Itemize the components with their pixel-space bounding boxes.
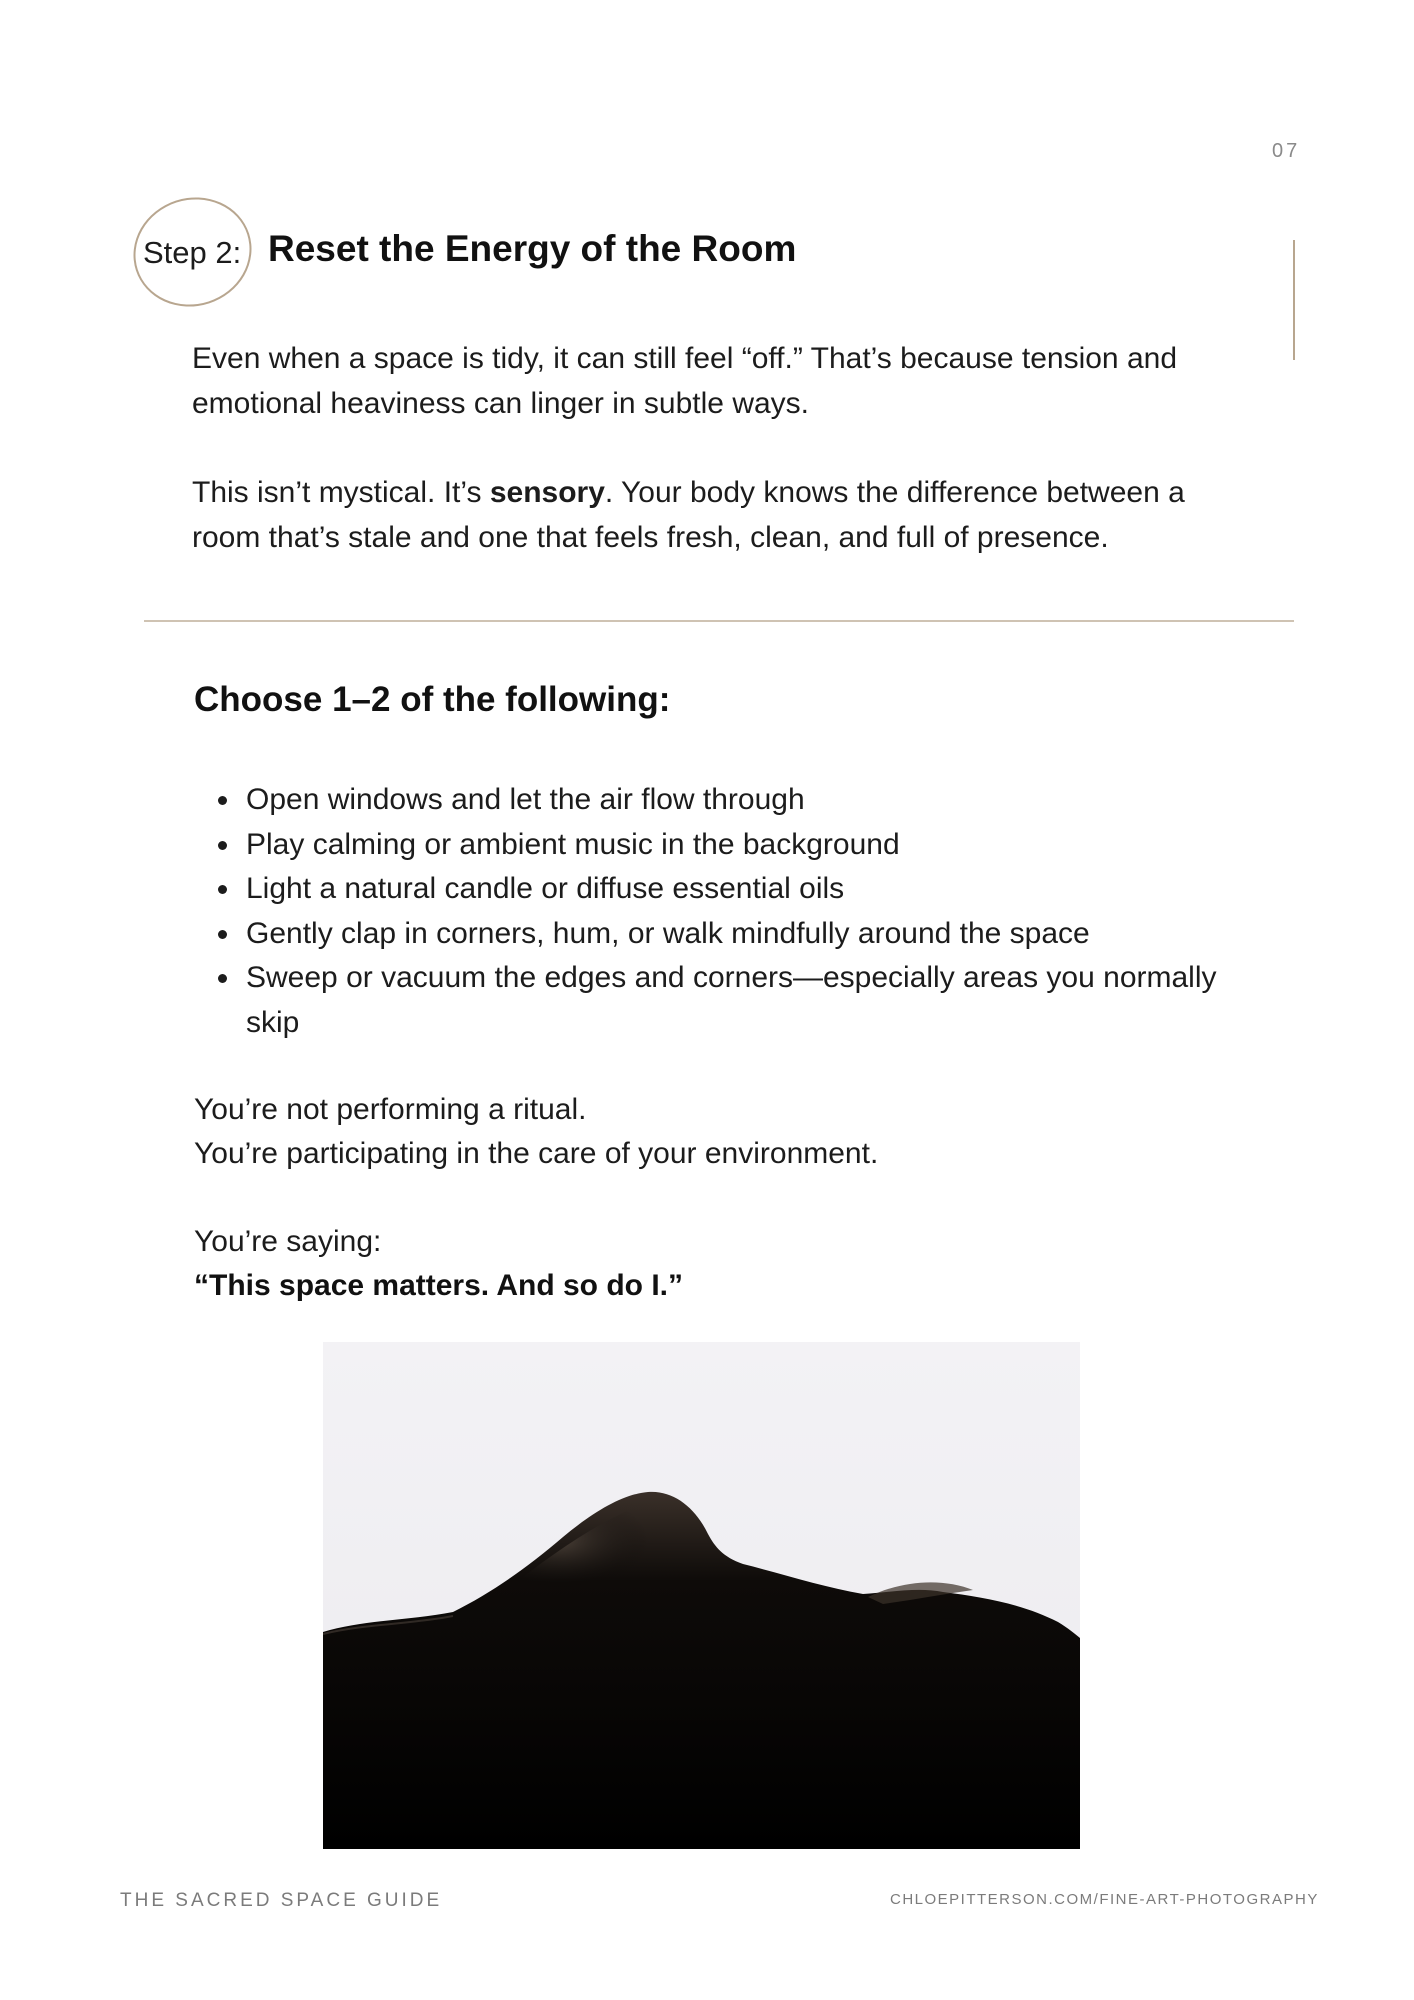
list-item: • Sweep or vacuum the edges and corners—especially areas you normally skip [242, 956, 1242, 1045]
silhouette-photo [323, 1342, 1080, 1849]
step-label: Step 2: [143, 235, 242, 270]
list-item: • Light a natural candle or diffuse essential oils [242, 867, 1242, 912]
section-divider [144, 620, 1294, 622]
footer-guide-title: THE SACRED SPACE GUIDE [120, 1890, 443, 1911]
intro-paragraph-2-start: This isn’t mystical. It’s [192, 476, 490, 509]
step-title: Reset the Energy of the Room [268, 228, 797, 269]
intro-paragraph-2 [192, 470, 1252, 560]
options-list [194, 778, 1242, 1045]
list-item: • Open windows and let the air flow through [242, 778, 1242, 823]
sensory-emphasis: sensory [489, 476, 605, 509]
list-item: • Gently clap in corners, hum, or walk mindfully around the space [242, 912, 1242, 957]
choose-heading: Choose 1–2 of the following: [194, 680, 671, 719]
closing-line-1: You’re not performing a ritual. [194, 1093, 587, 1126]
vertical-accent-rule [1293, 240, 1295, 360]
closing-quote: “This space matters. And so do I.” [194, 1269, 683, 1302]
closing-line-3: You’re saying: [194, 1225, 382, 1258]
body-silhouette-image [323, 1342, 1080, 1849]
page-number: 07 [1272, 140, 1301, 162]
closing-line-2: You’re participating in the care of your environment. [194, 1137, 879, 1170]
intro-paragraph-1: Even when a space is tidy, it can still feel “off.” That’s because tension and emotional heaviness can linger in subtle ways. [192, 342, 1178, 420]
intro-paragraph-2-end: . Your body knows the difference between a room that’s stale and one that feels fresh, clean, and full of presence. [192, 476, 1185, 554]
closing-quote-block [194, 1220, 683, 1308]
closing-statement [194, 1088, 878, 1176]
list-item: • Play calming or ambient music in the background [242, 823, 1242, 868]
footer-website: CHLOEPITTERSON.COM/FINE-ART-PHOTOGRAPHY [890, 1891, 1319, 1908]
